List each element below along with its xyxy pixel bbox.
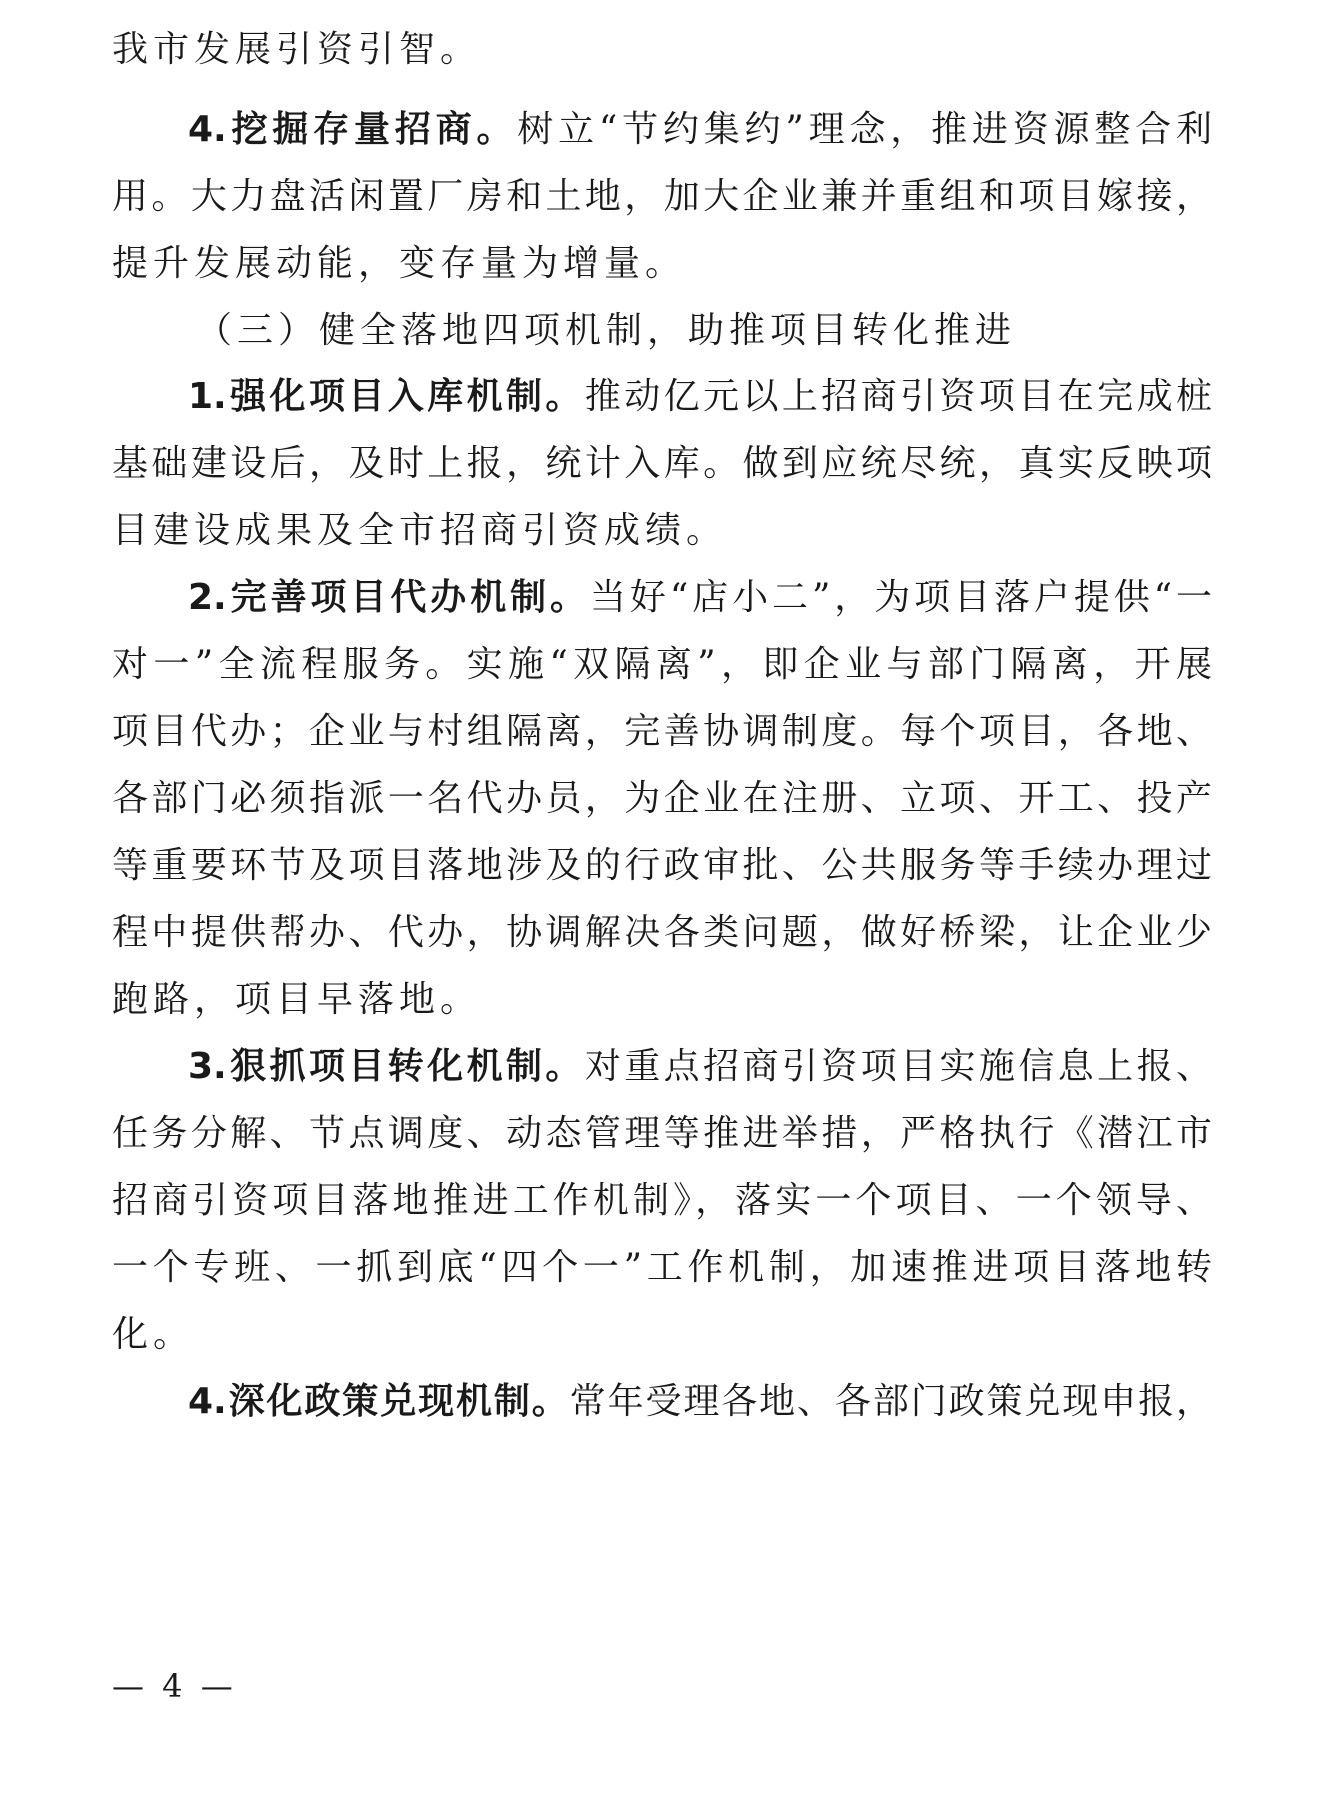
text-line: 化。 bbox=[112, 1314, 195, 1355]
page-number: — 4 — bbox=[112, 1667, 237, 1705]
text-line: 用。大力盘活闲置厂房和土地，加大企业兼并重组和项目嫁接， bbox=[112, 176, 1212, 217]
text-line: 基础建设后，及时上报，统计入库。做到应统尽统，真实反映项 bbox=[112, 443, 1212, 484]
text-line: 程中提供帮办、代办，协调解决各类问题，做好桥梁，让企业少 bbox=[112, 912, 1212, 953]
item-1-title: 1.强化项目入库机制。 bbox=[188, 376, 585, 417]
text-line: 项目代办；企业与村组隔离，完善协调制度。每个项目，各地、 bbox=[112, 711, 1212, 752]
item-4-title: 4.挖掘存量招商。 bbox=[188, 109, 518, 150]
item-1-heading-line bbox=[188, 375, 1212, 419]
item-4-heading-line bbox=[188, 108, 1212, 152]
text-line: 各部门必须指派一名代办员，为企业在注册、立项、开工、投产 bbox=[112, 778, 1212, 819]
item-4b-heading-line bbox=[188, 1380, 1212, 1424]
item-4b-title: 4.深化政策兑现机制。 bbox=[188, 1381, 570, 1422]
text-line: 任务分解、节点调度、动态管理等推进举措，严格执行《潜江市 bbox=[112, 1113, 1212, 1154]
item-2-text: 当好“店小二”，为项目落户提供“一 bbox=[589, 577, 1212, 618]
item-4b-text: 常年受理各地、各部门政策兑现申报， bbox=[569, 1381, 1212, 1422]
text-line: 提升发展动能，变存量为增量。 bbox=[112, 243, 687, 284]
item-3-heading-line bbox=[188, 1045, 1212, 1089]
text-line: 对一”全流程服务。实施“双隔离”，即企业与部门隔离，开展 bbox=[112, 644, 1212, 685]
item-2-heading-line bbox=[188, 576, 1212, 620]
item-1-text: 推动亿元以上招商引资项目在完成桩 bbox=[584, 376, 1212, 417]
section-heading: （三）健全落地四项机制，助推项目转化推进 bbox=[196, 310, 1017, 351]
text-line: 目建设成果及全市招商引资成绩。 bbox=[112, 510, 728, 551]
text-line: 跑路，项目早落地。 bbox=[112, 979, 482, 1020]
item-3-title: 3.狠抓项目转化机制。 bbox=[188, 1046, 585, 1087]
item-4-text: 树立“节约集约”理念，推进资源整合利 bbox=[517, 109, 1212, 150]
text-line: 一个专班、一抓到底“四个一”工作机制，加速推进项目落地转 bbox=[112, 1247, 1212, 1288]
text-line: 等重要环节及项目落地涉及的行政审批、公共服务等手续办理过 bbox=[112, 845, 1212, 886]
text-line: 招商引资项目落地推进工作机制》，落实一个项目、一个领导、 bbox=[112, 1180, 1212, 1221]
item-3-text: 对重点招商引资项目实施信息上报、 bbox=[584, 1046, 1212, 1087]
item-2-title: 2.完善项目代办机制。 bbox=[188, 577, 590, 618]
text-line: 我市发展引资引智。 bbox=[112, 29, 482, 70]
